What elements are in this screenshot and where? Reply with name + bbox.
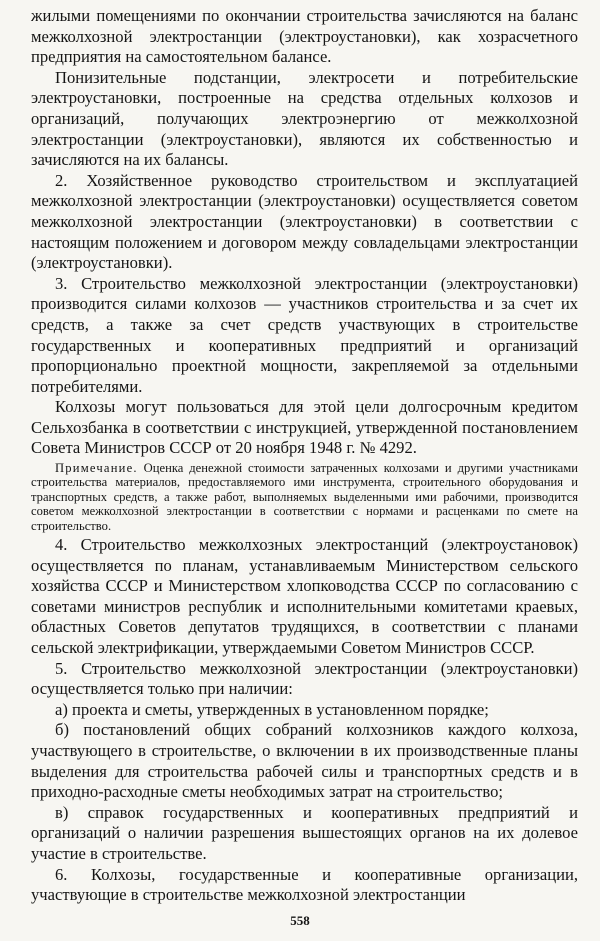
paragraph: 4. Строительство межколхозных электростанций (электроустановок) осуществляется по планам, устанавливаемым Министерством сельского хозяйства СССР и Министерством хлопководства СССР по согласованию с советами министров республик и исполнительными комитетами краевых, областных Советов депутатов трудящихся, в соответствии с планами сельской электрификации, утверждаемыми Советом Министров СССР. [31, 535, 578, 658]
paragraph: 5. Строительство межколхозной электростанции (электроустановки) осуществляется только при наличии: [31, 658, 578, 699]
list-item: в) справок государственных и кооперативных предприятий и организаций о наличии разрешения вышестоящих органов на их долевое участие в строительстве. [31, 802, 578, 863]
paragraph: жилыми помещениями по окончании строительства зачисляются на баланс межколхозной электростанции (электроустановки), как хозрасчетного предприятия на самостоятельном балансе. [31, 6, 578, 67]
note [31, 461, 578, 533]
page-number: 558 [290, 913, 310, 928]
paragraph: Понизительные подстанции, электросети и потребительские электроустановки, построенные на средства отдельных колхозов и организаций, получающих электроэнергию от межколхозной электростанции (электроустановки), являются их собственностью и зачисляются на их балансы. [31, 67, 578, 170]
list-item: а) проекта и сметы, утвержденных в установленном порядке; [55, 699, 489, 719]
paragraph: 3. Строительство межколхозной электростанции (электроустановки) производится силами колхозов — участников строительства и за счет их средств, а также за счет средств участвующих в строительстве государственных и кооперативных предприятий и организаций пропорционально проектной мощности, закрепляемой за отдельными потребителями. [31, 273, 578, 396]
list-item: б) постановлений общих собраний колхозников каждого колхоза, участвующего в строительстве, о включении в их производственные планы выделения для строительства рабочей силы и транспортных средств и в приходно-расходные сметы необходимых затрат на строительство; [31, 720, 578, 802]
paragraph: 6. Колхозы, государственные и кооперативные организации, участвующие в строительстве межколхозной электростанции [31, 864, 578, 905]
paragraph: 2. Хозяйственное руководство строительством и эксплуатацией межколхозной электростанции (электроустановки) осуществляется советом межколхозной электростанции (электроустановки) в соответствии с настоящим положением и договором между совладельцами электростанции (электроустановки). [31, 170, 578, 273]
paragraph: Колхозы могут пользоваться для этой цели долгосрочным кредитом Сельхозбанка в соответствии с инструкцией, утвержденной постановлением Совета Министров СССР от 20 ноября 1948 г. № 4292. [31, 397, 578, 458]
note-text: Оценка денежной стоимости затраченных колхозами и другими участниками строительства материалов, предоставляемого ими инструмента, строительного оборудования и транспортных средств, а также работ, выполняемых выделенными ими рабочими, производится советом межколхозной электростанции в соответствии с нормами и расценками по смете на строительство. [31, 461, 578, 533]
note-label: Примечание. [55, 461, 138, 476]
